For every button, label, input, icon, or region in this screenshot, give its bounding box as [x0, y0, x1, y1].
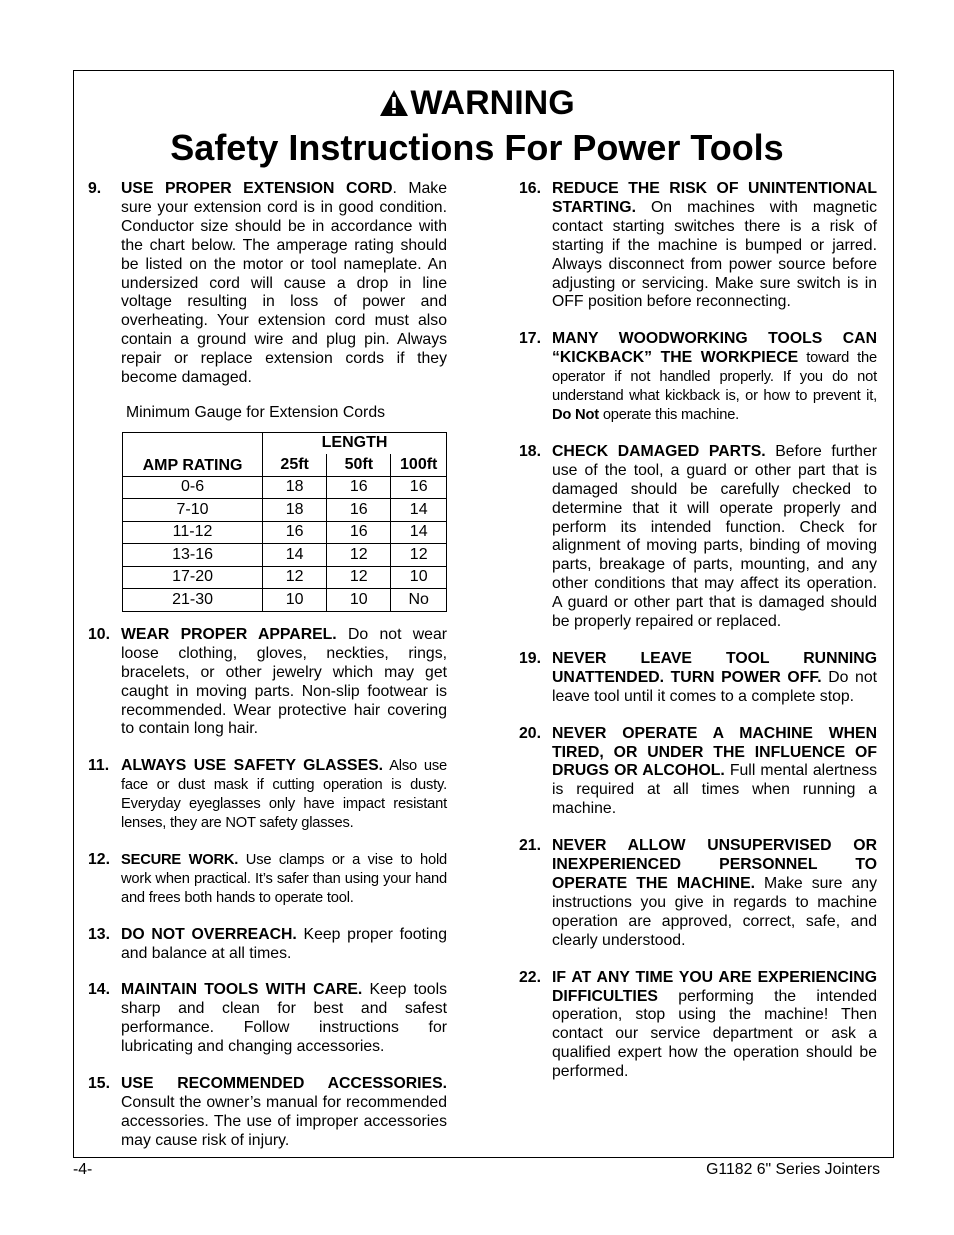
item-text: Do not wear loose clothing, gloves, neckties, rings, bracelets, or other jewelry which may get caught in moving parts. Non-slip footwear is recommended. Wear protective hair covering to contain long hair.: [121, 625, 448, 738]
item-number: 13.: [88, 925, 110, 943]
item-text: Do not leave tool until it comes to a complete stop.: [552, 668, 877, 705]
table-cell: 10: [327, 589, 391, 612]
item-number: 18.: [519, 442, 541, 460]
item-text: On machines with magnetic contact starting switches there is a risk of starting if the machine is bumped or jarred. Always disconnect from power source before adjusting or servicing. Make sure switch is in OFF position before reconnecting.: [552, 198, 877, 311]
item-body: [552, 180, 877, 312]
page-number: -4-: [73, 1161, 93, 1178]
item-text: Consult the owner’s manual for recommended accessories. The use of improper accessories may cause risk of injury.: [121, 1094, 447, 1149]
item-heading: NEVER LEAVE TOOL RUNNING UNATTENDED. TURN POWER OFF.: [552, 649, 877, 686]
item-heading: MANY WOODWORKING TOOLS CAN “KICKBACK” THE WORKPIECE: [552, 330, 877, 367]
item-body: [121, 1075, 447, 1151]
page-title: Safety Instructions For Power Tools: [170, 127, 784, 168]
item-text: Also use face or dust mask if cutting operation is dusty. Everyday eyeglasses only have impact resistant lenses, they are NOT safety glasses.: [121, 758, 447, 832]
table-row: [123, 589, 447, 612]
table-cell: 12: [327, 566, 391, 589]
list-item: [519, 650, 877, 707]
table-row: [123, 566, 447, 589]
item-text: Full mental alertness is required at all times when running a machine.: [552, 762, 877, 818]
item-number: 14.: [88, 981, 110, 999]
item-body: [121, 180, 447, 388]
item-heading: IF AT ANY TIME YOU ARE EXPERIENCING DIFFICULTIES: [552, 968, 877, 1005]
warning-banner: [0, 84, 954, 122]
item-body: [121, 851, 447, 908]
item-body: [552, 725, 877, 820]
item-text: Before further use of the tool, a guard or other part that is damaged should be carefully checked to determine that it will operate properly and perform its intended function. Check for alignment of moving parts, binding of moving parts, breakage of parts, mounting, and any other conditions that may affect its operation. A guard or other part that is damaged should be properly repaired or replaced.: [552, 442, 877, 631]
item-number: 16.: [519, 180, 541, 197]
table-cell: 14: [263, 544, 327, 567]
table-cell: 14: [391, 521, 447, 544]
table-cell: 12: [263, 566, 327, 589]
table-header-length: LENGTH: [263, 432, 447, 454]
list-item: [519, 443, 877, 632]
table-header-100ft: 100ft: [391, 454, 447, 476]
item-body: [552, 330, 877, 425]
table-caption: Minimum Gauge for Extension Cords: [126, 403, 385, 421]
table-cell: No: [391, 589, 447, 612]
table-cell: 12: [391, 544, 447, 567]
table-cell: 18: [263, 476, 327, 499]
list-item: [88, 981, 447, 1057]
list-item: [519, 330, 877, 425]
item-text: Use clamps or a vise to hold work when practical. It’s safer than using your hand and frees both hands to operate tool.: [121, 851, 447, 906]
table-row: [123, 499, 447, 522]
table-cell: 16: [263, 521, 327, 544]
table-cell: 10: [391, 566, 447, 589]
table-cell: 10: [263, 589, 327, 612]
item-heading: ALWAYS USE SAFETY GLASSES.: [121, 757, 384, 775]
table-cell: 12: [327, 544, 391, 567]
item-number: 12.: [88, 850, 110, 868]
left-column: [88, 180, 447, 1169]
list-item: [519, 837, 877, 950]
item-body: [552, 650, 877, 707]
list-item: [88, 1075, 447, 1151]
list-item: [519, 180, 877, 312]
item-body: [552, 969, 877, 1082]
item-body: [121, 926, 447, 964]
item-body: [121, 757, 447, 833]
table-cell: 16: [327, 521, 391, 544]
table-cell: 13-16: [123, 544, 263, 567]
item-number: 11.: [88, 757, 110, 775]
item-heading: USE PROPER EXTENSION CORD: [121, 180, 393, 197]
item-number: 20.: [519, 724, 541, 742]
table-cell: 21-30: [123, 589, 263, 612]
item-text: . Make sure your extension cord is in good condition. Conductor size should be in accordance with the chart below. The amperage rating should be listed on the motor or tool nameplate. An undersized cord will cause a drop in line voltage resulting in loss of power and overheating. Your extension cord must also contain a ground wire and plug pin. Always repair or replace extension cords if they become damaged.: [121, 180, 447, 387]
item-body: [552, 443, 877, 632]
item-text: Make sure any instructions you give in regards to machine operation are approved, correct, safe, and clearly understood.: [552, 875, 877, 949]
item-heading: USE RECOMMENDED ACCESSORIES.: [121, 1075, 447, 1093]
item-heading: WEAR PROPER APPAREL.: [121, 625, 337, 643]
item-heading: DO NOT OVERREACH.: [121, 925, 297, 943]
table-cell: 18: [263, 499, 327, 522]
item-number: 21.: [519, 837, 541, 855]
item-heading: NEVER ALLOW UNSUPERVISED OR INEXPERIENCED PERSONNEL TO OPERATE THE MACHINE.: [552, 837, 877, 892]
list-item: [88, 180, 447, 388]
item-text: performing the intended operation, stop using the machine! Then contact our service department or ask a qualified expert how the operation should be performed.: [552, 987, 877, 1081]
table-cell: 7-10: [123, 499, 263, 522]
table-cell: 16: [327, 499, 391, 522]
item-body: [121, 626, 447, 739]
item-text: Keep proper footing and balance at all times.: [121, 925, 447, 962]
right-column: [519, 180, 877, 1100]
table-cell: 16: [391, 476, 447, 499]
warning-triangle-icon: [379, 89, 409, 117]
list-item: [88, 757, 447, 833]
item-heading: CHECK DAMAGED PARTS.: [552, 442, 766, 460]
item-text: Keep tools sharp and clean for best and safest performance. Follow instructions for lubricating and changing accessories.: [121, 981, 447, 1056]
table-row: [123, 476, 447, 499]
table-cell: 11-12: [123, 521, 263, 544]
warning-word: WARNING: [410, 84, 575, 122]
item-heading: SECURE WORK.: [121, 851, 239, 868]
item-emphasis: Do Not: [552, 406, 599, 423]
item-number: 15.: [88, 1075, 110, 1093]
item-body: [552, 837, 877, 950]
item-heading: REDUCE THE RISK OF UNINTENTIONAL STARTING.: [552, 180, 877, 216]
document-title: G1182 6" Series Jointers: [706, 1161, 880, 1178]
item-number: 17.: [519, 330, 541, 348]
gauge-table: [122, 432, 447, 612]
list-item: [88, 626, 447, 739]
table-cell: 17-20: [123, 566, 263, 589]
item-number: 19.: [519, 649, 541, 667]
table-header-25ft: 25ft: [263, 454, 327, 476]
item-heading: MAINTAIN TOOLS WITH CARE.: [121, 981, 363, 999]
table-cell: 16: [327, 476, 391, 499]
table-header-amp: AMP RATING: [123, 432, 263, 476]
table-cell: 0-6: [123, 476, 263, 499]
list-item: [88, 851, 447, 908]
item-heading: NEVER OPERATE A MACHINE WHEN TIRED, OR UNDER THE INFLUENCE OF DRUGS OR ALCOHOL.: [552, 724, 877, 780]
item-text: toward the operator if not handled properly. If you do not understand what kickback is, or how to prevent it,: [552, 350, 877, 405]
table-row: [123, 544, 447, 567]
list-item: [519, 969, 877, 1082]
item-number: 10.: [88, 625, 110, 643]
item-body: [121, 981, 447, 1057]
list-item: [519, 725, 877, 820]
table-cell: 14: [391, 499, 447, 522]
table-row: [123, 521, 447, 544]
table-header-50ft: 50ft: [327, 454, 391, 476]
item-number: 9.: [88, 180, 102, 197]
page-header: [0, 84, 954, 170]
item-number: 22.: [519, 968, 541, 986]
list-item: [88, 926, 447, 964]
item-text-2: operate this machine.: [598, 406, 740, 423]
